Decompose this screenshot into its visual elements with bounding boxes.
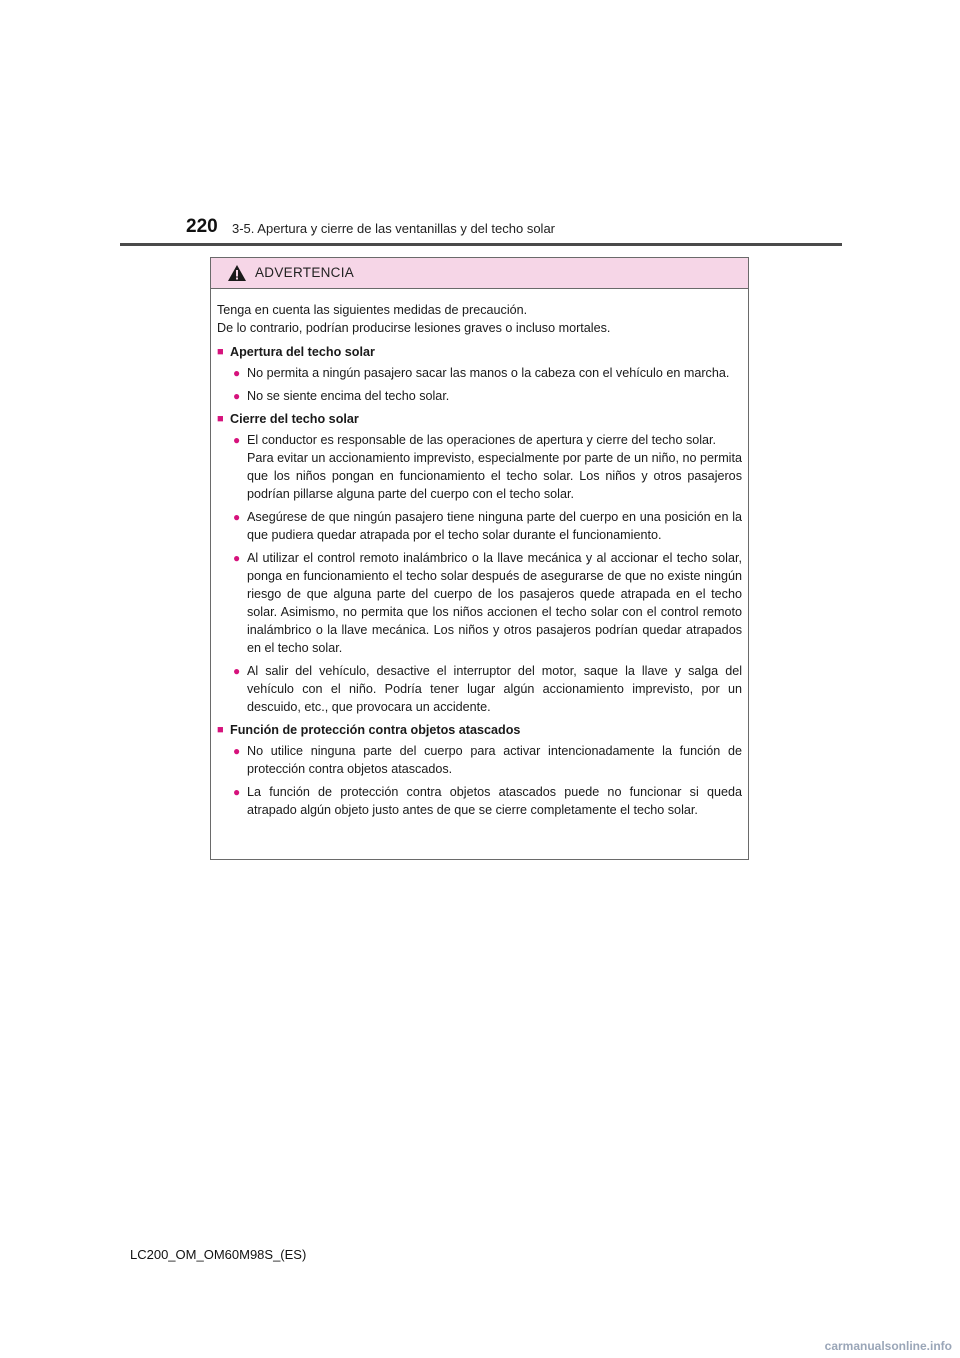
list-item [233, 662, 742, 716]
list-item-text-line: El conductor es responsable de las operaciones de apertura y cierre del techo solar. [247, 433, 717, 447]
list-item-text: La función de protección contra objetos atascados puede no funcionar si queda atrapado algún objeto justo antes de que se cierre completamente el techo solar. [247, 785, 742, 817]
intro-line: De lo contrario, podrían producirse lesiones graves o incluso mortales. [217, 321, 611, 335]
square-bullet-icon: ■ [217, 724, 224, 736]
list-item [233, 783, 742, 819]
square-bullet-icon: ■ [217, 346, 224, 358]
round-bullet-icon: ● [233, 744, 241, 758]
square-bullet-icon: ■ [217, 413, 224, 425]
list-item [233, 387, 742, 405]
list-item [233, 508, 742, 544]
list-item-text: No utilice ninguna parte del cuerpo para activar intencionadamente la función de protección contra objetos atascados. [247, 744, 742, 776]
round-bullet-icon: ● [233, 389, 241, 403]
warning-header [211, 258, 748, 289]
warning-intro [217, 301, 742, 337]
list-item-text: No permita a ningún pasajero sacar las manos o la cabeza con el vehículo en marcha. [247, 366, 730, 380]
round-bullet-icon: ● [233, 510, 241, 524]
document-code: LC200_OM_OM60M98S_(ES) [130, 1247, 307, 1262]
list-item-text: Asegúrese de que ningún pasajero tiene ninguna parte del cuerpo en una posición en la que pudiera quedar atrapada por el techo solar durante el funcionamiento. [247, 510, 742, 542]
intro-line: Tenga en cuenta las siguientes medidas de precaución. [217, 303, 528, 317]
section-heading-text: Función de protección contra objetos atascados [230, 723, 521, 737]
section-heading-text: Apertura del techo solar [230, 345, 375, 359]
list-item [233, 431, 742, 503]
list-item-text-extra: Para evitar un accionamiento imprevisto, especialmente por parte de un niño, no permita que los niños pongan en funcionamiento el techo solar. Los niños y otros pasajeros podrían pillarse alguna parte del cuerpo con el techo solar. [247, 451, 742, 501]
header-divider [120, 243, 842, 246]
round-bullet-icon: ● [233, 551, 241, 565]
round-bullet-icon: ● [233, 785, 241, 799]
watermark[interactable]: carmanualsonline.info [824, 1339, 952, 1353]
section-heading [217, 721, 742, 739]
section-title: 3-5. Apertura y cierre de las ventanillas y del techo solar [232, 221, 556, 236]
page-number: 220 [186, 216, 218, 237]
list-item-text [247, 431, 742, 503]
list-item [233, 549, 742, 657]
list-item-text: Al salir del vehículo, desactive el interruptor del motor, saque la llave y salga del vehículo con el niño. Podría tener lugar algún accionamiento imprevisto, por un descuido, etc., que provocara un accidente. [247, 664, 742, 714]
warning-triangle-icon [227, 264, 247, 282]
section-heading [217, 343, 742, 361]
list-item [233, 364, 742, 382]
round-bullet-icon: ● [233, 433, 241, 447]
warning-title: ADVERTENCIA [255, 265, 355, 280]
round-bullet-icon: ● [233, 366, 241, 380]
section-heading-text: Cierre del techo solar [230, 412, 359, 426]
list-item [233, 742, 742, 778]
warning-body [211, 289, 748, 819]
list-item-text: Al utilizar el control remoto inalámbrico o la llave mecánica y al accionar el techo solar, ponga en funcionamiento el techo solar después de asegurarse de que no existe ningún riesgo de que alguna parte del cuerpo de los pasajeros quede atrapada en el techo solar. Asimismo, no permita que los niños accionen el techo solar con el control remoto inalámbrico o la llave mecánica. Los niños y otros pasajeros podrían quedar atrapados en el techo solar. [247, 551, 742, 655]
warning-box [210, 257, 749, 860]
list-item-text: No se siente encima del techo solar. [247, 389, 450, 403]
section-heading [217, 410, 742, 428]
round-bullet-icon: ● [233, 664, 241, 678]
